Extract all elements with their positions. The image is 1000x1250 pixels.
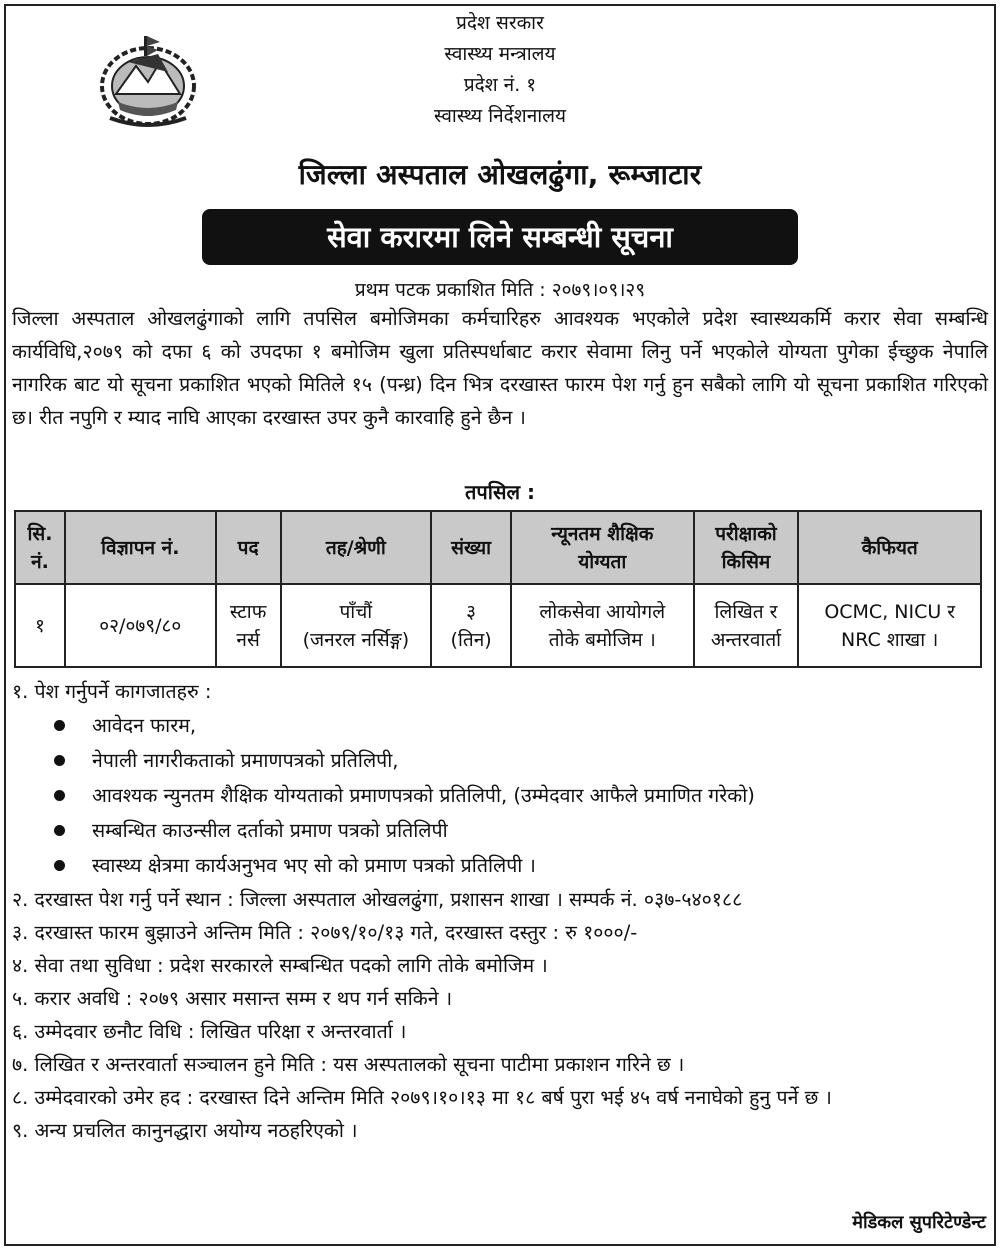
list-item-text: आवेदन फारम, xyxy=(92,714,197,737)
point-4-benefits: ४. सेवा तथा सुविधा : प्रदेश सरकारले सम्बन्धित पदको लागि तोके बमोजिम । xyxy=(12,954,548,977)
point-3-deadline: ३. दरखास्त फारम बुझाउने अन्तिम मिति : २०७९/१०/१३ गते, दरखास्त दस्तुर : रु १०००/- xyxy=(12,921,638,944)
bullet-icon xyxy=(54,790,65,801)
list-item xyxy=(52,743,988,778)
publication-date: प्रथम पटक प्रकाशित मिति : २०७९।०९।२९ xyxy=(354,279,646,301)
header-line: न्यूनतम शैक्षिक xyxy=(551,522,654,545)
point-6-selection-method: ६. उम्मेदवार छनौट विधि : लिखित परिक्षा र अन्तरवार्ता । xyxy=(12,1020,407,1043)
cell-line: ०२/०७९/८० xyxy=(99,614,182,637)
header-advertisement-number xyxy=(65,511,216,584)
header-line: संख्या xyxy=(451,536,492,559)
list-item-text: सम्बन्धित काउन्सील दर्ताको प्रमाण पत्रको प्रतिलिपी xyxy=(92,819,448,842)
table-header-row xyxy=(15,511,981,584)
header-min-qualification xyxy=(511,511,694,584)
bullet-icon xyxy=(54,825,65,836)
cell-line: स्टाफ xyxy=(229,600,267,623)
header-line-province-government: प्रदेश सरकार xyxy=(456,12,544,34)
list-item xyxy=(52,778,988,813)
cell-serial-number xyxy=(15,584,65,667)
header-line-health-ministry: स्वास्थ्य मन्त्रालय xyxy=(444,43,556,65)
notice-points xyxy=(12,675,988,1147)
header-line: नं. xyxy=(31,550,49,573)
header-level xyxy=(281,511,432,584)
cell-remarks xyxy=(798,584,981,667)
cell-line: अन्तरवार्ता xyxy=(710,628,782,651)
bullet-icon xyxy=(54,720,65,731)
list-item xyxy=(52,708,988,743)
cell-line: पाँचौं xyxy=(339,600,373,623)
notice-title-banner: सेवा करारमा लिने सम्बन्धी सूचना xyxy=(202,209,798,265)
cell-line: (जनरल नर्सिङ्ग) xyxy=(302,628,410,651)
cell-line: NRC शाखा । xyxy=(841,628,939,651)
document-list xyxy=(12,708,988,883)
list-item-text: स्वास्थ्य क्षेत्रमा कार्यअनुभव भए सो को प्रमाण पत्रको प्रतिलिपी । xyxy=(92,854,536,877)
header-line: कैफियत xyxy=(861,536,918,559)
hospital-name: जिल्ला अस्पताल ओखलढुंगा, रूम्जाटार xyxy=(298,158,702,191)
cell-line: नर्स xyxy=(236,628,260,651)
cell-line: OCMC, NICU र xyxy=(824,600,956,623)
point-7-exam-date: ७. लिखित र अन्तरवार्ता सञ्चालन हुने मिति : यस अस्पतालको सूचना पाटीमा प्रकाशन गरिने छ । xyxy=(12,1053,685,1076)
point-8-age-limit: ८. उम्मेदवारको उमेर हद : दरखास्त दिने अन्तिम मिति २०७९।१०।१३ मा १८ बर्ष पुरा भई ४५ वर्ष ननाघेको हुनु पर्ने छ । xyxy=(12,1086,832,1109)
header-line: योग्यता xyxy=(578,550,627,573)
schedule-title: तपसिल : xyxy=(465,480,535,504)
header-line: तह/श्रेणी xyxy=(325,536,386,559)
cell-line: ३ xyxy=(466,600,477,623)
cell-post xyxy=(216,584,281,667)
table-row xyxy=(15,584,981,667)
header-line-health-directorate: स्वास्थ्य निर्देशनालय xyxy=(433,105,567,127)
cell-line: लिखित र xyxy=(714,600,778,623)
cell-line: तोके बमोजिम । xyxy=(548,628,656,651)
cell-exam-type xyxy=(694,584,799,667)
point-9-eligibility: ९. अन्य प्रचलित कानुनद्धारा अयोग्य नठहरिएको । xyxy=(12,1119,358,1142)
header-line: पद xyxy=(237,536,259,559)
list-item-text: नेपाली नागरीकताको प्रमाणपत्रको प्रतिलिपी, xyxy=(92,749,399,772)
cell-advertisement-number xyxy=(65,584,216,667)
list-item xyxy=(52,848,988,883)
cell-min-qualification xyxy=(511,584,694,667)
point-5-contract-period: ५. करार अवधि : २०७९ असार मसान्त सम्म र थप गर्न सकिने । xyxy=(12,987,453,1010)
header-line: किसिम xyxy=(721,550,771,573)
government-header xyxy=(0,8,1000,132)
header-exam-type xyxy=(694,511,799,584)
bullet-icon xyxy=(54,755,65,766)
list-item-text: आवश्यक न्युनतम शैक्षिक योग्यताको प्रमाणपत्रको प्रतिलिपी, (उम्मेदवार आफैले प्रमाणित गरेको) xyxy=(92,784,755,807)
vacancy-table xyxy=(14,510,982,668)
intro-paragraph: जिल्ला अस्पताल ओखलढुंगाको लागि तपसिल बमोजिमका कर्मचारिहरु आवश्यक भएकोले प्रदेश स्वास्थ्यकर्मि करार सेवा सम्बन्धि कार्यविधि,२०७९ को दफा ६ को उपदफा १ बमोजिम खुला प्रतिस्पर्धाबाट करार सेवामा लिनु पर्ने भएकोले योग्यता पुगेका ईच्छुक नेपालि नागरिक बाट यो सूचना प्रकाशित भएको मितिले १५ (पन्ध्र) दिन भित्र दरखास्त फारम पेश गर्नु हुन सबैको लागि यो सूचना प्रकाशित गरिएको छ। रीत नपुगि र म्याद नाघि आएका दरखास्त उपर कुनै कारवाहि हुने छैन । xyxy=(12,307,988,429)
signature-title: मेडिकल सुपरिटेण्डेन्ट xyxy=(852,1212,986,1233)
point-1-title: १. पेश गर्नुपर्ने कागजातहरु : xyxy=(12,680,212,703)
list-item xyxy=(52,813,988,848)
cell-line: लोकसेवा आयोगले xyxy=(539,600,666,623)
cell-line: १ xyxy=(35,614,45,637)
header-line: विज्ञापन नं. xyxy=(101,536,180,559)
header-remarks xyxy=(798,511,981,584)
point-2-location: २. दरखास्त पेश गर्नु पर्ने स्थान : जिल्ला अस्पताल ओखलढुंगा, प्रशासन शाखा । सम्पर्क नं. ०३७-५४०१८८ xyxy=(12,888,743,911)
header-count xyxy=(431,511,511,584)
header-line-province-number: प्रदेश नं. १ xyxy=(463,74,537,96)
header-post xyxy=(216,511,281,584)
cell-count xyxy=(431,584,511,667)
header-line: सि. xyxy=(27,522,53,545)
cell-level xyxy=(281,584,432,667)
header-serial-number xyxy=(15,511,65,584)
bullet-icon xyxy=(54,860,65,871)
header-line: परीक्षाको xyxy=(715,522,777,545)
cell-line: (तिन) xyxy=(450,628,492,651)
